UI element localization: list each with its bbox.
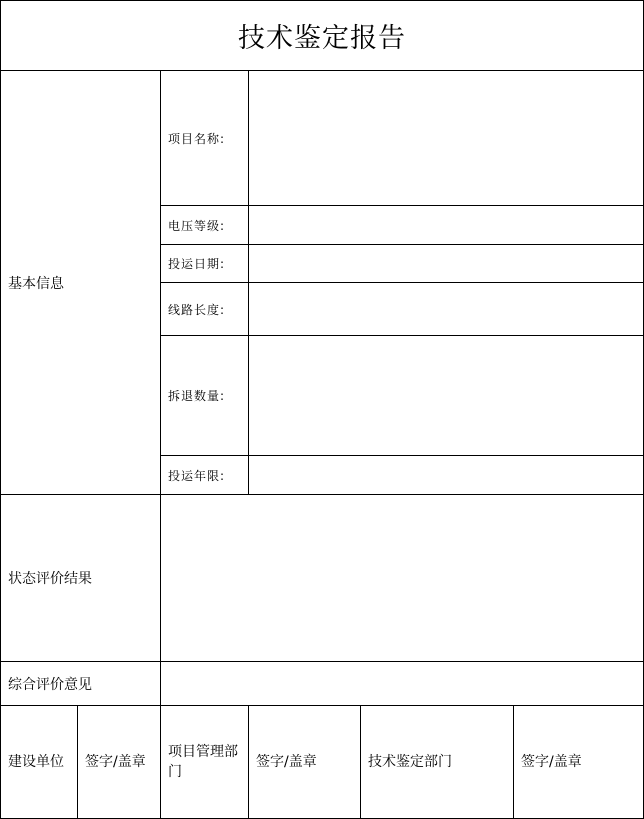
project-management-dept-label: 项目管理部门 xyxy=(168,744,238,780)
voltage-level-field[interactable] xyxy=(249,206,643,244)
line-length-field[interactable] xyxy=(249,283,643,335)
line-length-label: 线路长度: xyxy=(168,302,226,317)
voltage-level-label: 电压等级: xyxy=(168,218,226,233)
overall-opinion-field[interactable] xyxy=(161,662,643,705)
project-name-field[interactable] xyxy=(249,71,643,205)
construction-unit-sign-field[interactable]: 签字/盖章 xyxy=(85,754,146,770)
overall-opinion-label: 综合评价意见 xyxy=(8,676,92,693)
project-name-label: 项目名称: xyxy=(168,131,226,146)
report-title: 技术鉴定报告 xyxy=(238,23,406,54)
decommission-quantity-field[interactable] xyxy=(249,336,643,455)
decommission-quantity-label: 拆退数量: xyxy=(168,389,226,403)
construction-unit-label: 建设单位 xyxy=(8,754,64,770)
operating-years-label: 投运年限: xyxy=(168,468,226,483)
commission-date-field[interactable] xyxy=(249,245,643,282)
operating-years-field[interactable] xyxy=(249,456,643,494)
technical-appraisal-dept-sign-field[interactable]: 签字/盖章 xyxy=(521,754,582,770)
project-management-dept-sign-field[interactable]: 签字/盖章 xyxy=(256,754,317,770)
commission-date-label: 投运日期: xyxy=(168,257,226,271)
status-eval-label: 状态评价结果 xyxy=(8,571,92,587)
basic-info-label: 基本信息 xyxy=(8,275,64,292)
technical-appraisal-dept-label: 技术鉴定部门 xyxy=(368,754,452,770)
status-eval-field[interactable] xyxy=(161,495,643,661)
